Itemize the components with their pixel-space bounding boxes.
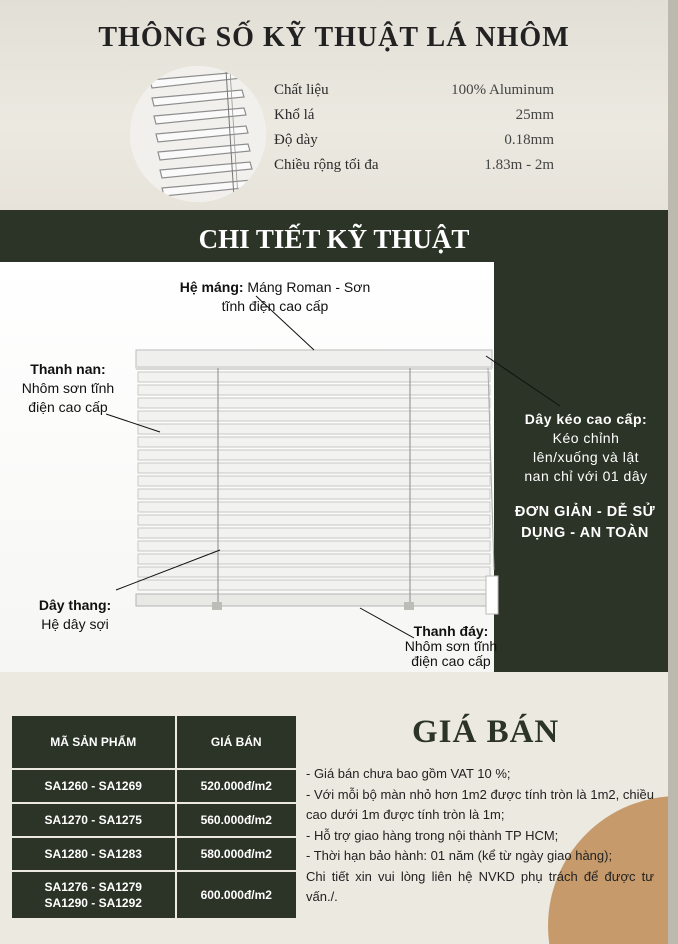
label-day-thang-name: Dây thang:	[38, 597, 112, 613]
label-day-keo-line3: nan chỉ với 01 dây	[524, 468, 648, 484]
spec-row-thickness	[274, 132, 554, 149]
label-thanh-day-name: Thanh đáy:	[413, 623, 489, 639]
detail-title: CHI TIẾT KỸ THUẬT	[198, 224, 470, 254]
table-row	[12, 770, 298, 802]
slogan-line1: ĐƠN GIẢN - DỄ SỬ	[514, 504, 656, 520]
note-item: - Thời hạn bảo hành: 01 năm (kể từ ngày giao hàng);	[306, 848, 613, 863]
product-price: 560.000đ/m2	[177, 804, 298, 836]
product-code: SA1270 - SA1275	[12, 804, 177, 836]
blind-slat-image	[130, 66, 266, 202]
product-price: 600.000đ/m2	[177, 872, 298, 918]
spec-title: THÔNG SỐ KỸ THUẬT LÁ NHÔM	[98, 22, 570, 53]
slogan	[502, 502, 668, 544]
note-item: - Với mỗi bộ màn nhỏ hơn 1m2 được tính tròn là 1m2, chiều cao dưới 1m được tính tròn là 1m;	[306, 786, 654, 822]
price-table	[12, 714, 298, 920]
label-thanh-day-line2: điện cao cấp	[411, 653, 491, 669]
label-thanh-day	[386, 624, 516, 669]
note-item: - Hỗ trợ giao hàng trong nội thành TP HCM;	[306, 827, 559, 843]
spec-label: Độ dày	[274, 132, 318, 148]
right-edge-stripe	[668, 0, 678, 944]
spec-row-max-width	[274, 157, 554, 174]
spec-label: Chất liệu	[274, 82, 329, 98]
spec-row-width	[274, 107, 554, 124]
label-he-mang-text2: tĩnh điện cao cấp	[221, 298, 329, 314]
label-day-thang-line1: Hệ dây sợi	[41, 616, 109, 632]
label-day-keo-name: Dây kéo cao cấp:	[524, 411, 648, 427]
header-price: GIÁ BÁN	[177, 716, 298, 768]
label-thanh-nan-name: Thanh nan:	[30, 361, 106, 377]
spec-label: Khổ lá	[274, 107, 315, 123]
spec-row-material	[274, 82, 554, 99]
product-code-line1: SA1276 - SA1279	[44, 880, 142, 894]
label-thanh-day-line1: Nhôm sơn tĩnh	[404, 638, 498, 654]
label-day-keo-line1: Kéo chỉnh	[552, 430, 620, 446]
table-row	[12, 872, 298, 918]
label-thanh-nan-line2: điện cao cấp	[28, 399, 108, 415]
label-he-mang	[160, 278, 390, 316]
label-thanh-nan	[10, 360, 126, 417]
table-row	[12, 838, 298, 870]
product-price: 520.000đ/m2	[177, 770, 298, 802]
spec-section	[0, 0, 668, 210]
price-table-header	[12, 716, 298, 768]
spec-value: 25mm	[515, 107, 554, 123]
table-row	[12, 804, 298, 836]
slogan-line2: DỤNG - AN TOÀN	[521, 525, 649, 541]
detail-section	[0, 210, 668, 672]
label-day-thang	[20, 596, 130, 634]
product-price: 580.000đ/m2	[177, 838, 298, 870]
spec-value: 100% Aluminum	[451, 82, 554, 98]
label-day-keo	[506, 410, 666, 486]
label-thanh-nan-line1: Nhôm sơn tĩnh	[21, 380, 115, 396]
spec-label: Chiều rộng tối đa	[274, 157, 379, 173]
label-he-mang-name: Hệ máng:	[179, 279, 244, 295]
label-day-keo-line2: lên/xuống và lật	[532, 449, 640, 465]
note-item: Chi tiết xin vui lòng liên hệ NVKD phụ trách để được tư vấn./.	[306, 868, 654, 904]
product-code-line2: SA1290 - SA1292	[44, 896, 142, 910]
header-product-code: MÃ SẢN PHẨM	[12, 716, 177, 768]
price-notes	[306, 764, 654, 908]
label-he-mang-text: Máng Roman - Sơn	[243, 279, 371, 295]
price-title: GIÁ BÁN	[412, 714, 560, 750]
note-item: - Giá bán chưa bao gồm VAT 10 %;	[306, 766, 511, 781]
spec-value: 1.83m - 2m	[484, 157, 554, 173]
product-code	[12, 872, 177, 918]
spec-value: 0.18mm	[504, 132, 554, 148]
product-code: SA1260 - SA1269	[12, 770, 177, 802]
price-section	[0, 672, 668, 944]
product-code: SA1280 - SA1283	[12, 838, 177, 870]
